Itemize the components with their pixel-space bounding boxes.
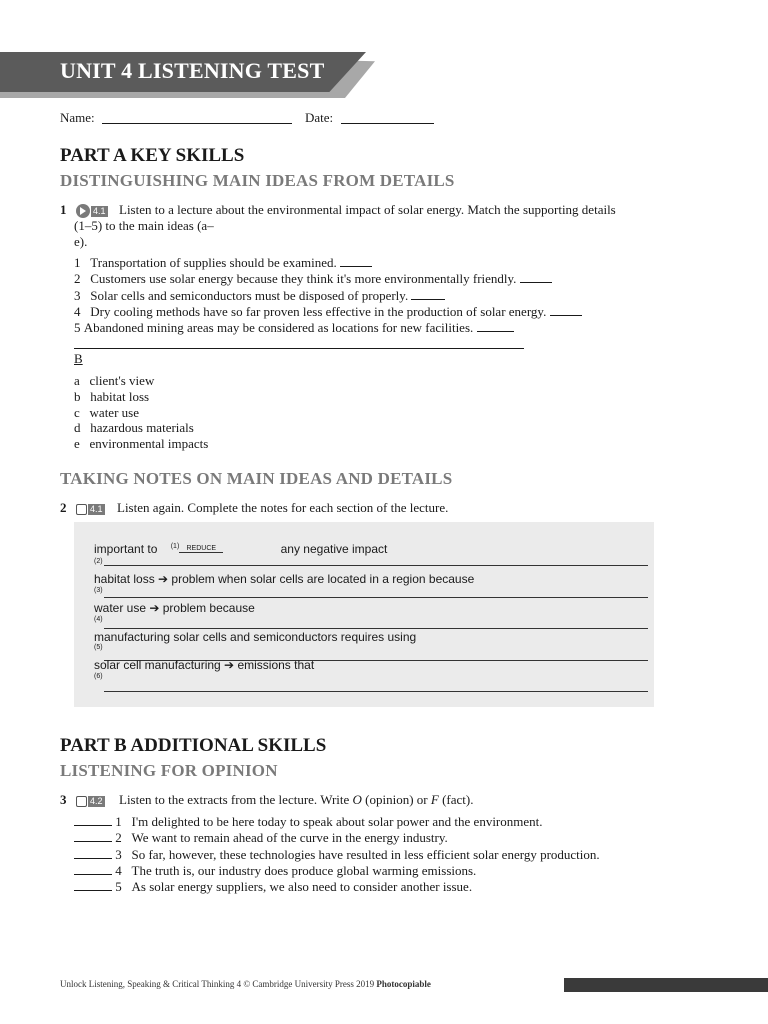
answer-blank[interactable]	[550, 304, 582, 316]
date-label: Date:	[305, 110, 334, 125]
question-1-instruction-end: e).	[74, 234, 88, 249]
name-label: Name:	[60, 110, 95, 125]
speaker-icon	[76, 204, 90, 218]
question-2-instruction: Listen again. Complete the notes for each section of the lecture.	[117, 500, 449, 515]
track-number: 4.1	[90, 503, 103, 514]
date-field[interactable]	[341, 123, 434, 124]
audio-box-icon	[76, 504, 87, 515]
question-1-instruction: Listen to a lecture about the environmental impact of solar energy. Match the supporting details	[119, 202, 616, 217]
main-idea-item: e environmental impacts	[74, 436, 209, 451]
answer-blank[interactable]	[74, 847, 112, 859]
audio-box-icon	[76, 796, 87, 807]
question-3-number: 3	[60, 792, 67, 807]
blank-number: (3)	[94, 587, 103, 594]
answer-blank[interactable]	[74, 863, 112, 875]
blank-number: (5)	[94, 644, 103, 651]
question-2-number: 2	[60, 500, 67, 515]
part-b-subtitle: LISTENING FOR OPINION	[60, 761, 278, 780]
answer-blank[interactable]	[520, 271, 552, 283]
notes-box	[74, 522, 654, 707]
section-2-subtitle: TAKING NOTES ON MAIN IDEAS AND DETAILS	[60, 469, 453, 488]
detail-item: 5 Abandoned mining areas may be considered as locations for new facilities.	[74, 320, 514, 336]
answer-blank[interactable]	[74, 830, 112, 842]
main-idea-item: c water use	[74, 405, 139, 420]
audio-track-3[interactable]	[76, 792, 105, 810]
answer-line-4[interactable]	[104, 628, 648, 629]
answer-blank[interactable]	[74, 879, 112, 891]
answer-line-6[interactable]	[104, 691, 648, 692]
name-field[interactable]	[102, 123, 292, 124]
blank-number: (4)	[94, 616, 103, 623]
note-row-5: solar cell manufacturing ➔ emissions that	[94, 658, 315, 672]
part-a-title: PART A KEY SKILLS	[60, 145, 245, 166]
question-1-number: 1	[60, 202, 67, 217]
footer-copyright: Unlock Listening, Speaking & Critical Thinking 4 © Cambridge University Press 2019 Photocopiable	[60, 979, 431, 989]
answer-line-3[interactable]	[104, 597, 648, 598]
answer-blank[interactable]	[411, 288, 445, 300]
note-row-1: important to $^{(1)}$ REDUCE any negative impact	[94, 542, 388, 556]
extract-item: 3 So far, however, these technologies have resulted in less efficient solar energy production.	[74, 847, 600, 863]
column-b-label: B	[74, 351, 83, 366]
part-b-title: PART B ADDITIONAL SKILLS	[60, 735, 327, 756]
detail-item: 2 Customers use solar energy because they think it's more environmentally friendly.	[74, 271, 552, 287]
main-idea-item: b habitat loss	[74, 389, 150, 404]
main-idea-item: a client's view	[74, 373, 155, 388]
section-1-subtitle: DISTINGUISHING MAIN IDEAS FROM DETAILS	[60, 171, 455, 190]
footer-bar	[564, 978, 768, 992]
extract-item: 4 The truth is, our industry does produce global warming emissions.	[74, 863, 476, 879]
question-1-instruction-cont: (1–5) to the main ideas (a–	[74, 218, 214, 233]
page-title: UNIT 4 LISTENING TEST	[60, 58, 325, 83]
blank-number: (2)	[94, 558, 103, 565]
detail-item: 1 Transportation of supplies should be examined.	[74, 255, 372, 271]
blank-number: (6)	[94, 673, 103, 680]
answer-blank[interactable]	[477, 320, 514, 332]
answer-line-2[interactable]	[104, 565, 648, 566]
detail-item: 4 Dry cooling methods have so far proven less effective in the production of solar energy.	[74, 304, 582, 320]
question-3-instruction: Listen to the extracts from the lecture. Write O (opinion) or F (fact).	[119, 792, 474, 807]
track-number: 4.2	[90, 795, 103, 806]
example-answer: REDUCE	[179, 545, 223, 553]
divider	[74, 348, 524, 349]
note-row-3: water use ➔ problem because	[94, 601, 255, 615]
detail-item: 3 Solar cells and semiconductors must be disposed of properly.	[74, 288, 445, 304]
audio-track-2[interactable]	[76, 500, 105, 518]
main-idea-item: d hazardous materials	[74, 420, 194, 435]
answer-blank[interactable]	[340, 255, 372, 267]
extract-item: 1 I'm delighted to be here today to speak about solar power and the environment.	[74, 814, 543, 830]
extract-item: 5 As solar energy suppliers, we also need to consider another issue.	[74, 879, 472, 895]
answer-blank[interactable]	[74, 814, 112, 826]
extract-item: 2 We want to remain ahead of the curve in the energy industry.	[74, 830, 448, 846]
note-row-4: manufacturing solar cells and semiconductors requires using	[94, 630, 417, 644]
note-row-2: habitat loss ➔ problem when solar cells are located in a region because	[94, 572, 475, 586]
track-number: 4.1	[93, 205, 106, 216]
